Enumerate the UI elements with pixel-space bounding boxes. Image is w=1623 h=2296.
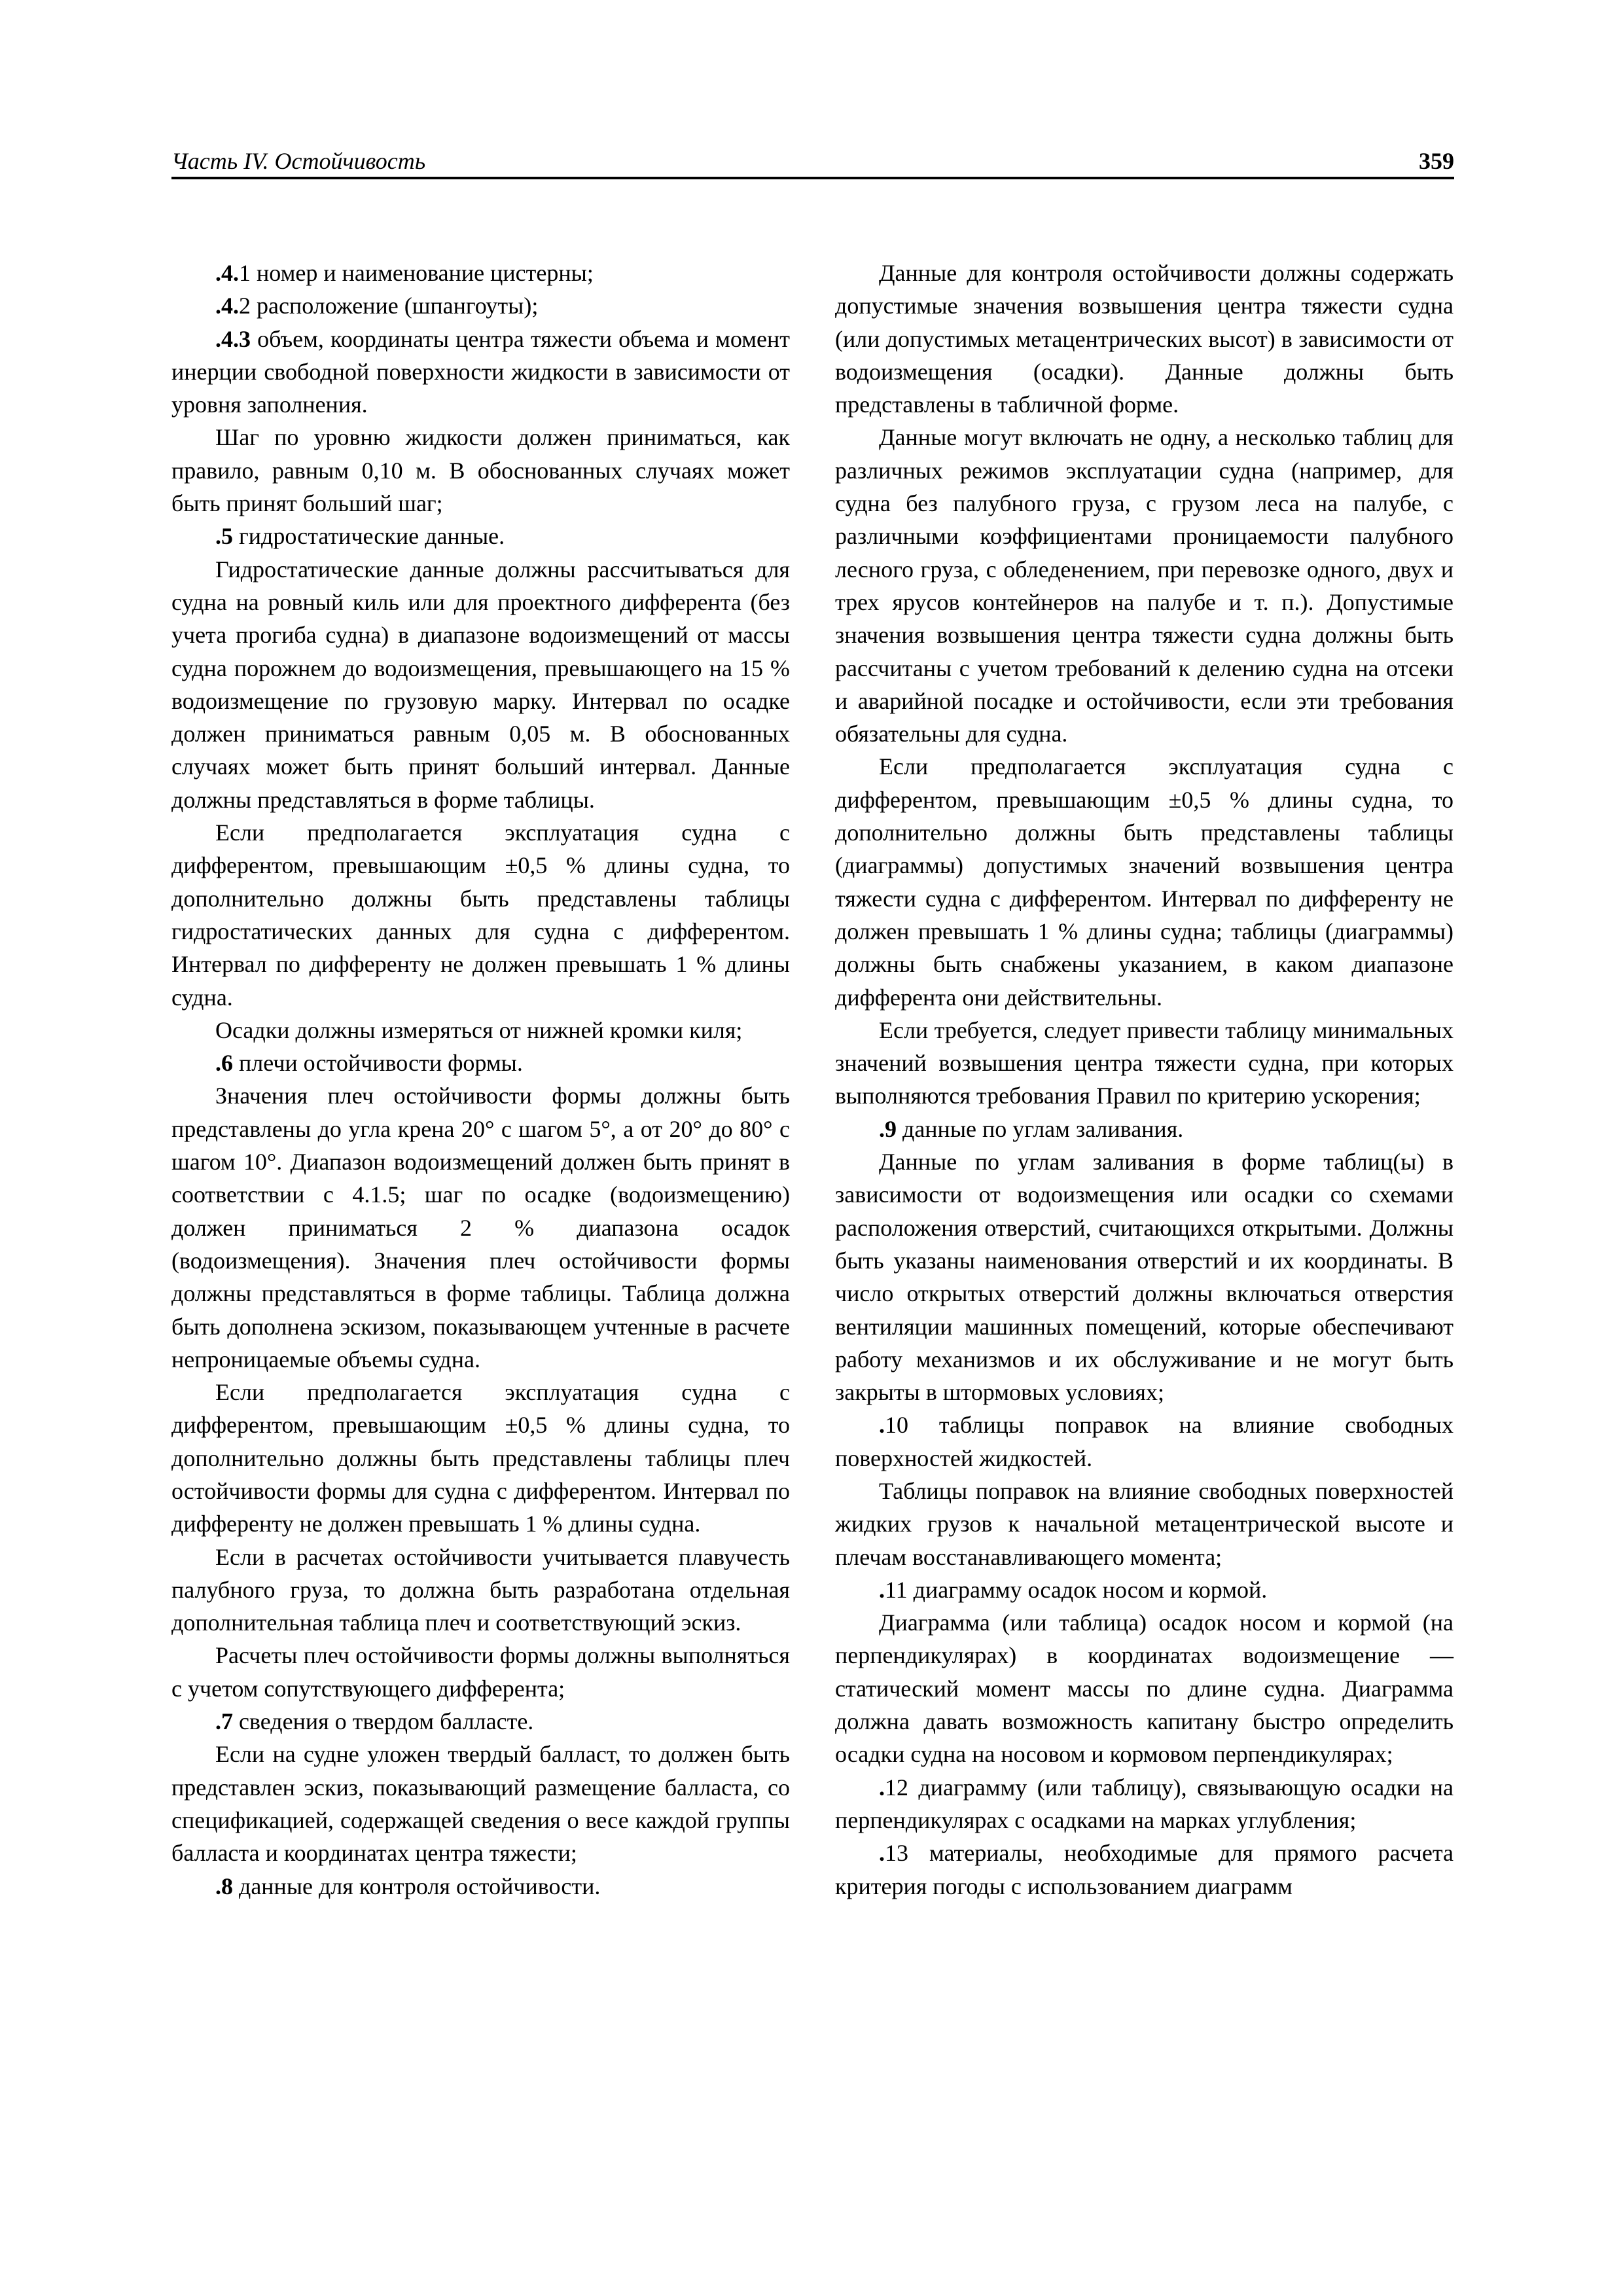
- item-marker: .: [879, 1412, 885, 1439]
- paragraph-text: 1 номер и наименование цистерны;: [239, 260, 594, 286]
- item-marker: .4.: [215, 260, 239, 286]
- paragraph: [835, 421, 1454, 750]
- paragraph-text: Таблицы поправок на влияние свободных поверхностей жидких грузов к начальной метацентрической высоте и плечам восстанавливающего момента;: [835, 1477, 1454, 1570]
- item-marker: .: [879, 1576, 885, 1603]
- paragraph: [835, 1475, 1454, 1573]
- paragraph-text: объем, координаты центра тяжести объема и момент инерции свободной поверхности жидкости в зависимости от уровня заполнения.: [171, 325, 790, 418]
- paragraph-text: Расчеты плеч остойчивости формы должны выполняться с учетом сопутствующего дифферента;: [171, 1642, 790, 1702]
- paragraph-text: Гидростатические данные должны рассчитываться для судна на ровный киль или для проектного дифферента (без учета прогиба судна) в диапазоне водоизмещений от массы судна порожнем до водоизмещения, превышающего на 15 % водоизмещение по грузовую марку. Интервал по осадке должен приниматься равным 0,05 м. В обоснованных случаях может быть принят больший интервал. Данные должны представляться в форме таблицы.: [171, 556, 790, 813]
- paragraph-text: Если на судне уложен твердый балласт, то должен быть представлен эскиз, показывающий размещение балласта, со спецификацией, содержащей сведения о весе каждой группы балласта и координатах центра тяжести;: [171, 1741, 790, 1867]
- paragraph-text: Шаг по уровню жидкости должен приниматься, как правило, равным 0,10 м. В обоснованных случаях может быть принят больший шаг;: [171, 424, 790, 517]
- paragraph: [171, 553, 790, 816]
- page-number: 359: [1419, 148, 1454, 174]
- paragraph-text: гидростатические данные.: [233, 523, 505, 550]
- paragraph-text: Значения плеч остойчивости формы должны быть представлены до угла крена 20° с шагом 5°, а от 20° до 80° с шагом 10°. Диапазон водоизмещений должен быть принят в соответствии с 4.1.5; шаг по осадке (водоизмещению) должен приниматься 2 % диапазона осадок (водоизмещения). Значения плеч остойчивости формы должны представляться в форме таблицы. Таблица должна быть дополнена эскизом, показывающем учтенные в расчете непроницаемые объемы судна.: [171, 1083, 790, 1372]
- paragraph: [171, 1014, 790, 1047]
- paragraph-text: данные для контроля остойчивости.: [233, 1873, 601, 1899]
- paragraph: [835, 1837, 1454, 1903]
- paragraph-text: данные по углам заливания.: [897, 1115, 1184, 1142]
- paragraph-text: Если предполагается эксплуатация судна с дифферентом, превышающим ±0,5 % длины судна, то дополнительно должны быть представлены таблицы плеч остойчивости формы для судна с дифферентом. Интервал по дифференту не должен превышать 1 % длины судна.: [171, 1379, 790, 1537]
- paragraph: [835, 257, 1454, 421]
- paragraph: [171, 816, 790, 1014]
- paragraph: [171, 1047, 790, 1079]
- paragraph-text: плечи остойчивости формы.: [233, 1050, 523, 1077]
- item-marker: .4.: [215, 293, 239, 319]
- paragraph-text: 12 диаграмму (или таблицу), связывающую осадки на перпендикулярах с осадками на марках углубления;: [835, 1774, 1454, 1833]
- paragraph: [171, 520, 790, 552]
- paragraph-text: Данные для контроля остойчивости должны содержать допустимые значения возвышения центра тяжести судна (или допустимых метацентрических высот) в зависимости от водоизмещения (осадки). Данные должны быть представлены в табличной форме.: [835, 260, 1454, 418]
- item-marker: .: [879, 1840, 885, 1867]
- paragraph-text: Если предполагается эксплуатация судна с дифферентом, превышающим ±0,5 % длины судна, то дополнительно должны быть представлены таблицы (диаграммы) допустимых значений возвышения центра тяжести судна с дифферентом. Интервал по дифференту не должен превышать 1 % длины судна; таблицы (диаграммы) должны быть снабжены указанием, в каком диапазоне дифферента они действительны.: [835, 753, 1454, 1011]
- paragraph-text: Данные могут включать не одну, а несколько таблиц для различных режимов эксплуатации судна (например, для судна без палубного груза, с грузом леса на палубе, с различными коэффициентами проницаемости палубного лесного груза, с обледенением, при перевозке одного, двух и трех ярусов контейнеров на палубе и т. п.). Допустимые значения возвышения центра тяжести судна должны быть рассчитаны с учетом требований к делению судна на отсеки и аварийной посадке и остойчивости, если эти требования обязательны для судна.: [835, 424, 1454, 747]
- item-marker: .9: [879, 1115, 897, 1142]
- running-head: [171, 145, 1454, 177]
- right-column: [835, 257, 1454, 1903]
- paragraph-text: 11 диаграмму осадок носом и кормой.: [885, 1576, 1268, 1603]
- paragraph-text: Диаграмма (или таблица) осадок носом и кормой (на перпендикулярах) в координатах водоизмещение — статический момент массы по длине судна. Диаграмма должна давать возможность капитану быстро определить осадки судна на носовом и кормовом перпендикулярах;: [835, 1609, 1454, 1768]
- paragraph: [171, 1705, 790, 1738]
- item-marker: .4.3: [215, 325, 251, 352]
- paragraph: [835, 750, 1454, 1013]
- paragraph: [835, 1606, 1454, 1770]
- paragraph: [835, 1408, 1454, 1475]
- paragraph: [835, 1113, 1454, 1145]
- header-rule: [171, 177, 1454, 179]
- paragraph: [171, 257, 790, 289]
- running-title: Часть IV. Остойчивость: [171, 148, 426, 174]
- left-column: [171, 257, 790, 1903]
- paragraph: [171, 1376, 790, 1540]
- paragraph: [835, 1573, 1454, 1606]
- paragraph: [171, 1079, 790, 1376]
- paragraph: [835, 1771, 1454, 1837]
- paragraph: [171, 289, 790, 322]
- item-marker: .7: [215, 1708, 233, 1735]
- paragraph: [171, 1639, 790, 1705]
- paragraph-text: Если в расчетах остойчивости учитывается плавучесть палубного груза, то должна быть разработана отдельная дополнительная таблица плеч и соответствующий эскиз.: [171, 1543, 790, 1636]
- paragraph-text: Если предполагается эксплуатация судна с дифферентом, превышающим ±0,5 % длины судна, то дополнительно должны быть представлены таблицы гидростатических данных для судна с дифферентом. Интервал по дифференту не должен превышать 1 % длины судна.: [171, 819, 790, 1011]
- item-marker: .6: [215, 1050, 233, 1077]
- item-marker: .: [879, 1774, 885, 1801]
- paragraph-text: 10 таблицы поправок на влияние свободных поверхностей жидкостей.: [835, 1412, 1454, 1471]
- item-marker: .8: [215, 1873, 233, 1899]
- item-marker: .5: [215, 523, 233, 550]
- paragraph-text: Осадки должны измеряться от нижней кромки киля;: [215, 1016, 743, 1043]
- paragraph: [835, 1145, 1454, 1408]
- paragraph-text: Данные по углам заливания в форме таблиц(ы) в зависимости от водоизмещения или осадки со схемами расположения отверстий, считающихся открытыми. Должны быть указаны наименования отверстий и их координаты. В число открытых отверстий должны включаться отверстия вентиляции машинных помещений, которые обеспечивают работу механизмов и их обслуживание и не могут быть закрыты в штормовых условиях;: [835, 1149, 1454, 1406]
- paragraph-text: Если требуется, следует привести таблицу минимальных значений возвышения центра тяжести судна, при которых выполняются требования Правил по критерию ускорения;: [835, 1016, 1454, 1109]
- paragraph: [171, 1541, 790, 1640]
- paragraph-text: 13 материалы, необходимые для прямого расчета критерия погоды с использованием диаграмм: [835, 1840, 1454, 1899]
- paragraph: [171, 323, 790, 422]
- paragraph: [171, 1738, 790, 1869]
- paragraph-text: 2 расположение (шпангоуты);: [239, 293, 539, 319]
- paragraph: [835, 1014, 1454, 1113]
- paragraph: [171, 421, 790, 520]
- paragraph-text: сведения о твердом балласте.: [233, 1708, 534, 1735]
- paragraph: [171, 1870, 790, 1903]
